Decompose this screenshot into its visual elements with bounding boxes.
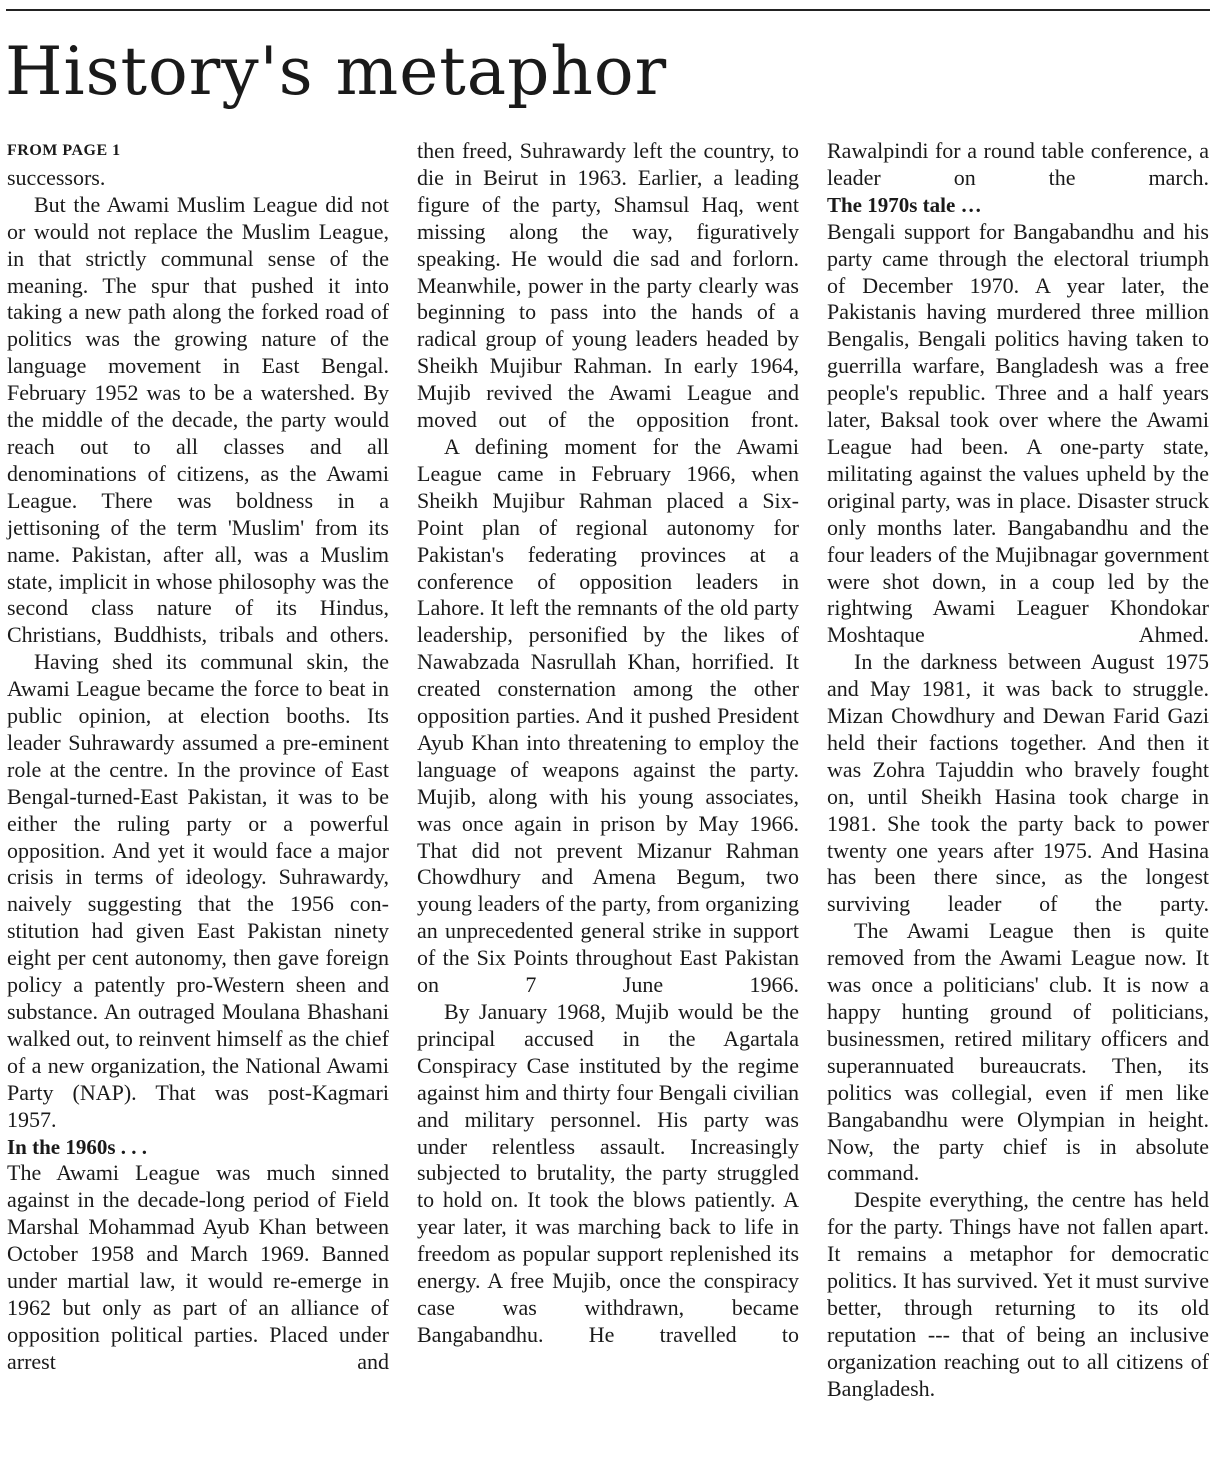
paragraph: then freed, Suhrawardy left the country, to die in Beirut in 1963. Earlier, a leading figure of the party, Shamsul Haq, went missing along the way, figuratively speaking. He would die sad and forlorn. Meanwhile, power in the party clearly was beginning to pass into the hands of a radical group of young leaders headed by Sheikh Mujibur Rahman. In early 1964, Mujib revived the Awami League and moved out of the opposition front. [417,138,799,433]
paragraph: By January 1968, Mujib would be the principal accused in the Agartala Conspiracy Case instituted by the regime against him and thirty four Bengali civilian and military personnel. His party was under relentless assault. Increasingly subjected to brutality, the party struggled to hold on. It took the blows patiently. A year later, it was marching back to life in freedom as popular support replenished its energy. A free Mujib, once the conspiracy case was withdrawn, became Bangabandhu. He travelled to [417,999,799,1347]
paragraph: successors. [7,164,106,190]
subhead: In the 1960s . . . [7,1134,148,1159]
paragraph: Having shed its communal skin, the Awami League became the force to beat in public opinion, at election booths. Its leader Suhrawardy assumed a pre-eminent role at the centre. In the province of East Bengal-turned-East Pakistan, it was to be either the ruling party or a powerful opposition. And yet it would face a major crisis in terms of ideology. Suhrawardy, naively suggesting that the 1956 constitution had given East Pakistan ninety eight per cent autonomy, then gave foreign policy a patently pro-Western sheen and substance. An outraged Moulana Bhashani walked out, to reinvent himself as the chief of a new organization, the National Awami Party (NAP). That was post-Kagmari 1957. [7,649,389,1132]
paragraph: Rawalpindi for a round table conference, a leader on the march. [827,138,1209,190]
headline: History's metaphor [5,33,668,110]
column-3 [827,138,1209,1403]
paragraph: A defining moment for the Awami League came in February 1966, when Sheikh Mujibur Rahman placed a Six-Point plan of regional autonomy for Pakistan's federating provinces at a conference of opposition leaders in Lahore. It left the remnants of the old party leadership, personified by the likes of Nawabzada Nasrullah Khan, horrified. It created consternation among the other opposition parties. And it pushed President Ayub Khan into threatening to employ the language of weapons against the party. Mujib, along with his young associates, was once again in prison by May 1966. That did not prevent Mizanur Rahman Chowdhury and Amena Begum, two young leaders of the party, from organizing an unprecedented general strike in support of the Six Points throughout East Pakistan on 7 June 1966. [417,433,799,998]
subhead: The 1970s tale … [827,192,982,217]
paragraph: The Awami League was much sinned against in the decade-long period of Field Marshal Mohammad Ayub Khan between October 1958 and March 1969. Banned under martial law, it would re-emerge in 1962 but only as part of an alliance of opposition political parties. Placed under arrest and [7,1160,389,1374]
paragraph: In the darkness between August 1975 and May 1981, it was back to struggle. Mizan Chowdhury and Dewan Farid Gazi held their factions together. And then it was Zohra Tajuddin who bravely fought on, until Sheikh Hasina took charge in 1981. She took the party back to power twenty one years after 1975. And Hasina has been there since, as the longest surviving leader of the party. [827,649,1209,917]
column-1 [7,138,389,1376]
column-2 [417,138,799,1349]
top-rule [6,9,1210,11]
paragraph: The Awami League then is quite removed from the Awami League now. It was once a politicians' club. It is now a happy hunting ground of politicians, businessmen, retired military officers and superannuated bureaucrats. Then, its politics was collegial, even if men like Bangabandhu were Olympian in height. Now, the party chief is in absolute command. [827,918,1209,1186]
paragraph: But the Awami Muslim League did not or would not replace the Muslim League, in that strictly communal sense of the meaning. The spur that pushed it into taking a new path along the forked road of politics was the growing nature of the language movement in East Bengal. February 1952 was to be a watershed. By the middle of the decade, the party would reach out to all classes and all denominations of citizens, as the Awami League. There was boldness in a jettisoning of the term 'Muslim' from its name. Pakistan, after all, was a Muslim state, implicit in whose philosophy was the second class nature of its Hindus, Christians, Buddhists, tribals and others. [7,191,389,648]
paragraph: Bengali support for Bangabandhu and his party came through the electoral triumph of December 1970. A year later, the Pakistanis having murdered three million Bengalis, Bengali politics having taken to guerrilla warfare, Bangladesh was a free people's republic. Three and a half years later, Baksal took over where the Awami League had been. A one-party state, militating against the values upheld by the original party, was in place. Disaster struck only months later. Bangabandhu and the four leaders of the Mujibnagar government were shot down, in a coup led by the rightwing Awami Leaguer Khondokar Moshtaque Ahmed. [827,218,1209,648]
paragraph: Despite everything, the centre has held for the party. Things have not fallen apart. It remains a metaphor for democratic politics. It has survived. Yet it must survive better, through returning to its old reputation --- that of being an inclusive organization reaching out to all citizens of Bangladesh. [827,1187,1209,1401]
continuation-label: FROM PAGE 1 [7,142,121,159]
